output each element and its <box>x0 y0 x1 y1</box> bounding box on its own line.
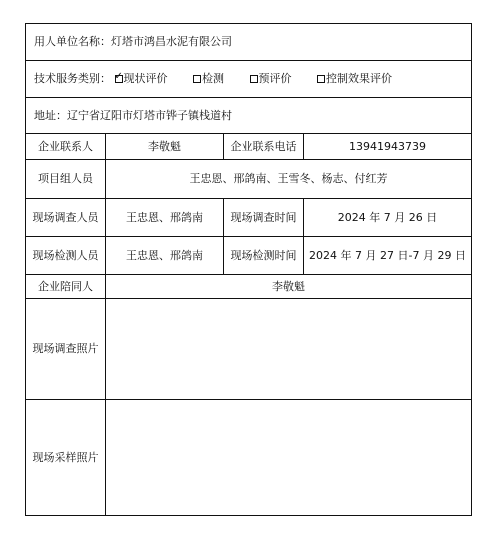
checked-checkbox-icon[interactable] <box>115 75 123 83</box>
address-label: 地址： <box>34 108 67 122</box>
contact-person-value: 李敬魁 <box>106 134 224 160</box>
sampling-photos-label: 现场采样照片 <box>26 400 106 516</box>
option-label: 现状评价 <box>123 72 168 85</box>
survey-time-value: 2024 年 7 月 26 日 <box>304 199 472 237</box>
address-cell <box>26 98 472 134</box>
detection-time-label: 现场检测时间 <box>224 237 304 275</box>
service-category-label: 技术服务类别： <box>34 72 111 85</box>
row-service-category <box>26 61 472 98</box>
contact-phone-value: 13941943739 <box>304 134 472 160</box>
employer-cell <box>26 24 472 61</box>
option-label: 控制效果评价 <box>326 72 392 85</box>
row-address <box>26 98 472 134</box>
project-team-label: 项目组人员 <box>26 160 106 199</box>
escort-label: 企业陪同人 <box>26 275 106 299</box>
checkbox-icon[interactable] <box>317 75 325 83</box>
row-sampling-photos <box>26 400 472 516</box>
survey-time-label: 现场调查时间 <box>224 199 304 237</box>
option-status-evaluation[interactable] <box>115 72 168 85</box>
project-team-value: 王忠恩、邢鸽南、王雪冬、杨志、付红芳 <box>106 160 472 199</box>
option-detection[interactable] <box>193 72 224 85</box>
row-contact <box>26 134 472 160</box>
contact-phone-label: 企业联系电话 <box>224 134 304 160</box>
checkbox-icon[interactable] <box>250 75 258 83</box>
row-survey <box>26 199 472 237</box>
service-category-cell <box>26 61 472 98</box>
sampling-photos-area <box>106 400 472 516</box>
row-survey-photos <box>26 299 472 400</box>
employer-name: 灯塔市鸿昌水泥有限公司 <box>111 35 232 48</box>
option-control-effect-evaluation[interactable] <box>317 72 392 85</box>
address-value: 辽宁省辽阳市灯塔市铧子镇栈道村 <box>67 108 232 122</box>
detection-staff-label: 现场检测人员 <box>26 237 106 275</box>
option-label: 预评价 <box>258 72 292 85</box>
survey-photos-label: 现场调查照片 <box>26 299 106 400</box>
row-escort <box>26 275 472 299</box>
survey-photos-area <box>106 299 472 400</box>
row-project-team <box>26 160 472 199</box>
option-pre-evaluation[interactable] <box>250 72 292 85</box>
detection-staff-value: 王忠恩、邢鸽南 <box>106 237 224 275</box>
survey-staff-value: 王忠恩、邢鸽南 <box>106 199 224 237</box>
row-employer <box>26 24 472 61</box>
survey-staff-label: 现场调查人员 <box>26 199 106 237</box>
option-label: 检测 <box>202 72 224 85</box>
detection-time-value: 2024 年 7 月 27 日-7 月 29 日 <box>304 237 472 275</box>
survey-record-form <box>25 23 472 516</box>
escort-value: 李敬魁 <box>106 275 472 299</box>
checkbox-icon[interactable] <box>193 75 201 83</box>
employer-label: 用人单位名称： <box>34 35 111 48</box>
row-detection <box>26 237 472 275</box>
contact-person-label: 企业联系人 <box>26 134 106 160</box>
